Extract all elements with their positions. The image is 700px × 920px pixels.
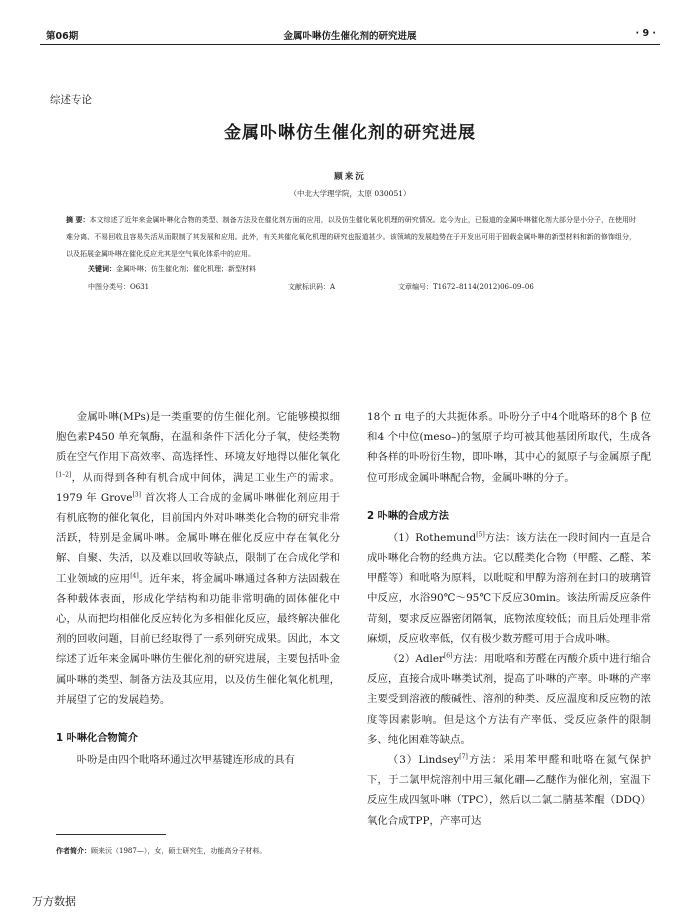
clc-number: 中图分类号：O631 xyxy=(88,283,150,291)
abstract-text: 本文综述了近年来金属卟啉化合物的类型、制备方法及在催化剂方面的应用，以及仿生催化氧化机理的研究情况。迄今为止，已报道的金属卟啉催化剂大部分是小分子，在使用时难分离、不易回收且容易失活从而限制了其发展和应用。此外，有关其催化氧化机理的研究也报道甚少。该领域的发展趋势在于开发出可用于固载金属卟啉的新型材料和新的修饰组分，以及拓展金属卟啉在催化反应尤其是空气氧化体系中的应用。 xyxy=(66,216,637,258)
keywords-label: 关键词： xyxy=(88,264,116,273)
keywords-text: 金属卟啉；仿生催化剂；催化机理；新型材料 xyxy=(116,265,256,273)
section-label: 综述专论 xyxy=(50,94,92,106)
citation: [6] xyxy=(443,652,453,660)
running-title: 金属卟啉仿生催化剂的研究进展 xyxy=(283,31,417,42)
method-1-text: 方法：该方法在一段时间内一直是合成卟啉化合物的经典方法。它以醛类化合物（甲醛、乙醛、苯甲醛等）和吡咯为原料，以吡啶和甲醇为溶剂在封口的玻璃管中反应，水浴90℃～95℃下反应30min。该法所需反应条件苛刻，要求反应器密闭隔氧，底物浓度较低；而且后处理非常麻烦，反应收率低，仅有极少数芳醛可用于合成卟啉。 xyxy=(367,531,651,645)
running-header xyxy=(40,22,660,45)
method-2-text: 方法：用吡咯和芳醛在丙酸介质中进行缩合反应，直接合成卟啉类试剂，提高了卟啉的产率。卟啉的产率主要受到溶液的酸碱性、溶剂的种类、反应温度和反应物的浓度等因素影响。但是这个方法有产率低、受反应条件的限制多、纯化困难等缺点。 xyxy=(367,653,651,746)
citation: [3] xyxy=(132,491,141,499)
intro-paragraph xyxy=(56,407,340,710)
article-number: 文章编号：T1672–8114(2012)06–09–06 xyxy=(398,283,534,291)
abstract-label: 摘 要： xyxy=(66,215,90,224)
left-column xyxy=(56,407,340,770)
method-3-paragraph xyxy=(367,750,651,831)
intro-text-3: 首次将人工合成的金属卟啉催化剂应用于有机底物的催化氧化，目前国内外对卟啉类化合物的研究非常活跃，特别是金属卟啉。金属卟啉在催化反应中存在氧化分解、自聚、失活，以及难以回收等缺点，限制了在合成化学和工业领域的应用 xyxy=(56,491,340,585)
footnote-label: 作者简介： xyxy=(56,846,91,855)
classification-row xyxy=(88,282,638,294)
method-3-text: 方法：采用苯甲醛和吡咯在氮气保护下，于二氯甲烷溶剂中用三氟化硼—乙醚作为催化剂，室温下反应生成四氢卟啉（TPC），然后以二氯二腈基苯醌（DDQ）氧化合成TPP，产率可达 xyxy=(367,754,652,827)
citation: [4] xyxy=(130,572,139,580)
author-name: 顾来沅 xyxy=(334,172,366,182)
method-2-paragraph xyxy=(367,649,651,750)
keywords xyxy=(88,264,256,274)
issue-number: 第06期 xyxy=(46,31,79,42)
article-title: 金属卟啉仿生催化剂的研究进展 xyxy=(224,123,476,143)
method-2-lead: （2）Adler xyxy=(387,653,444,666)
method-1-paragraph xyxy=(367,528,651,649)
intro-text-4: 。近年来，将金属卟啉通过各种方法固载在各种载体表面，形成化学结构和功能非常明确的固体催化中心，从而把均相催化反应转化为多相催化反应，最终解决催化剂的回收问题，目前已经取得了一系列研究成果。因此，本文综述了近年来金属卟啉仿生催化剂的研究进展，主要包括卟金属卟啉的类型、制备方法及其应用，以及仿生催化氧化机理，并展望了它的发展趋势。 xyxy=(56,572,341,706)
right-column xyxy=(367,407,651,831)
method-3-lead: （3）Lindsey xyxy=(387,754,460,767)
intro-text-2: ，从而得到各种有机合成中间体，满足工业生产的需求。1979 年 Grove xyxy=(56,471,340,504)
intro-text-1: 金属卟啉(MPs)是一类重要的仿生催化剂。它能够模拟细胞色素P450 单充氧酶，在温和条件下活化分子氧，使烃类物质在空气作用下高效率、高选择性、环境友好地得以催化氧化 xyxy=(56,411,340,464)
source-watermark: 万方数据 xyxy=(32,895,76,908)
author-footnote xyxy=(56,846,266,856)
section-2-heading: 2 卟啉的合成方法 xyxy=(367,510,449,522)
footnote-divider xyxy=(56,834,166,835)
abstract xyxy=(66,211,636,263)
section-1-paragraph: 卟吩是由四个吡咯环通过次甲基键连形成的具有 xyxy=(76,754,295,767)
citation: [5] xyxy=(476,531,485,539)
citation: [7] xyxy=(459,753,468,761)
author-affiliation: （中北大学理学院，太原 030051） xyxy=(289,189,411,198)
continued-paragraph: 18个 π 电子的大共扼体系。卟吩分子中4个吡咯环的8个 β 位和4 个中位(meso–)的氢原子均可被其他基团所取代，生成各种各样的卟吩衍生物，即卟啉，其中心的氮原子与金属原子配位可形成金属卟啉配合物，金属卟啉的分子。 xyxy=(367,411,651,484)
method-1-lead: （1）Rothemund xyxy=(387,531,477,544)
section-1-heading: 1 卟啉化合物简介 xyxy=(56,733,138,745)
citation: [1–2] xyxy=(56,471,72,479)
document-code: 文献标识码：A xyxy=(288,283,336,291)
footnote-text: 顾来沅（1987—），女，硕士研究生，功能高分子材料。 xyxy=(91,847,267,855)
page-number: · 9 · xyxy=(635,28,656,39)
